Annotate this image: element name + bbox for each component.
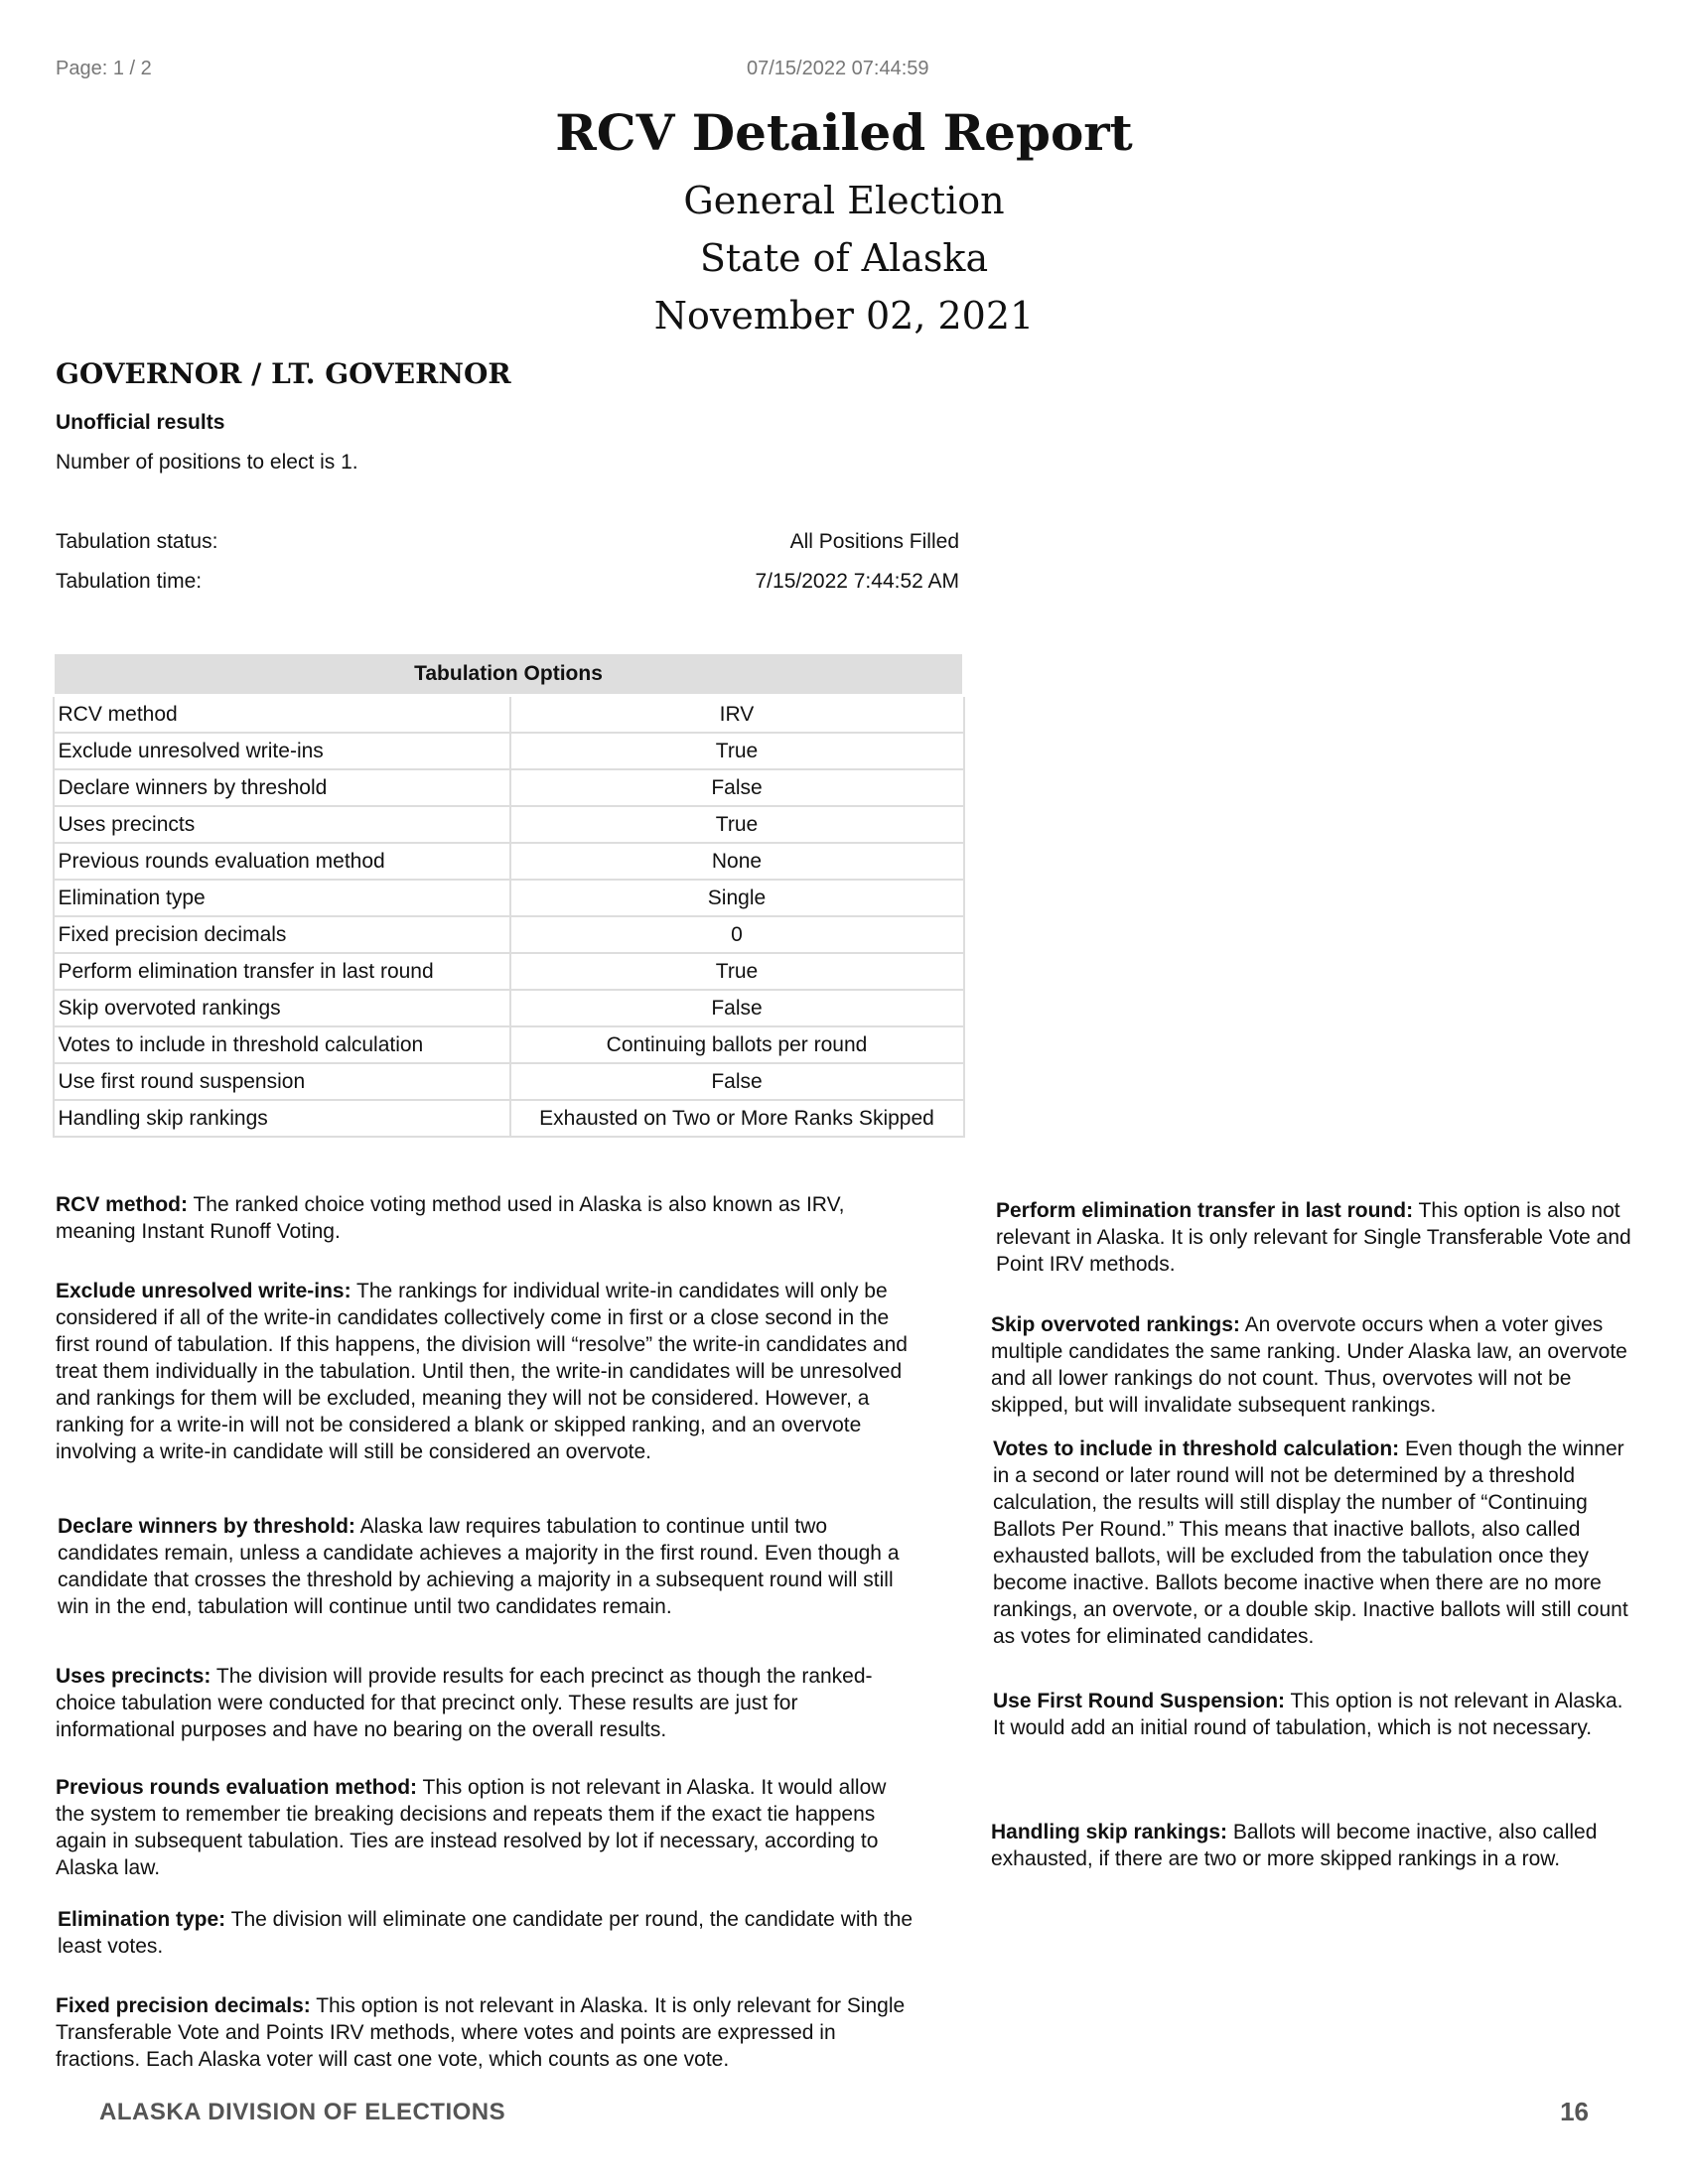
tabulation-time-label: Tabulation time: <box>56 570 203 593</box>
note-label: Votes to include in threshold calculation: <box>993 1437 1400 1460</box>
note-text: The division will eliminate one candidate per round, the candidate with the least votes. <box>58 1908 914 1958</box>
option-label: Handling skip rankings <box>54 1100 510 1137</box>
tabulation-options-table <box>52 651 965 1138</box>
note-threshold-votes <box>993 1435 1638 1650</box>
note-label: Fixed precision decimals: <box>56 1994 311 2017</box>
note-text: Even though the winner in a second or later round will not be determined by a threshold calculation, the results will still display the number of “Continuing Ballots Per Round.” This means that inactive ballots, also called exhausted ballots, will be excluded from the tabulation once they become inactive. Ballots become inactive when there are no more rankings, an overvote, or a double skip. Inactive ballots will still count as votes for eliminated candidates. <box>993 1437 1628 1648</box>
note-text: The rankings for individual write-in candidates will only be considered if all of the write-in candidates collectively come in first or a close second in the first round of tabulation. If this happens, the division will “resolve” the write-in candidates and treat them individually in the tabulation. Until then, the write-in candidates will be unresolved and rankings for them will be excluded, meaning they will not be considered. However, a ranking for a write-in will not be considered a blank or skipped ranking, and an overvote involving a write-in candidate will still be considered an overvote. <box>56 1280 908 1463</box>
note-rcv-method <box>56 1191 919 1245</box>
note-label: Handling skip rankings: <box>991 1821 1228 1843</box>
report-title: RCV Detailed Report <box>555 103 1133 162</box>
footer-page-number: 16 <box>1560 2097 1589 2126</box>
option-value: Continuing ballots per round <box>510 1026 964 1063</box>
option-label: Declare winners by threshold <box>54 769 510 806</box>
note-declare-winners <box>58 1513 921 1620</box>
note-exclude-write-ins <box>56 1278 919 1465</box>
table-row <box>54 880 964 916</box>
option-label: Skip overvoted rankings <box>54 990 510 1026</box>
option-label: Elimination type <box>54 880 510 916</box>
note-text: An overvote occurs when a voter gives multiple candidates the same ranking. Under Alaska law, an overvote and all lower rankings do not count. Thus, overvotes will not be skipped, but will invalidate subsequent rankings. <box>991 1313 1627 1417</box>
footer-organization: ALASKA DIVISION OF ELECTIONS <box>99 2099 506 2125</box>
tabulation-status-label: Tabulation status: <box>56 530 218 553</box>
table-row <box>54 843 964 880</box>
results-status: Unofficial results <box>56 411 225 434</box>
election-name: General Election <box>683 179 1005 222</box>
contest-title: GOVERNOR / LT. GOVERNOR <box>56 357 511 390</box>
jurisdiction-name: State of Alaska <box>699 236 989 280</box>
option-label: Fixed precision decimals <box>54 916 510 953</box>
report-timestamp: 07/15/2022 07:44:59 <box>747 58 929 79</box>
option-label: Votes to include in threshold calculation <box>54 1026 510 1063</box>
note-text: The ranked choice voting method used in Alaska is also known as IRV, meaning Instant Runoff Voting. <box>56 1193 845 1243</box>
option-value: 0 <box>510 916 964 953</box>
note-text: This option is not relevant in Alaska. It would add an initial round of tabulation, which is not necessary. <box>993 1690 1623 1739</box>
note-text: This option is also not relevant in Alaska. It is only relevant for Single Transferable Vote and Point IRV methods. <box>996 1199 1631 1276</box>
table-row <box>54 1100 964 1137</box>
table-row <box>54 916 964 953</box>
note-label: Uses precincts: <box>56 1665 211 1688</box>
tabulation-status-value: All Positions Filled <box>789 530 959 553</box>
note-label: RCV method: <box>56 1193 188 1216</box>
positions-to-elect: Number of positions to elect is 1. <box>56 451 358 474</box>
table-row <box>54 696 964 734</box>
option-label: Exclude unresolved write-ins <box>54 733 510 769</box>
note-fixed-precision <box>56 1992 919 2073</box>
table-row <box>54 806 964 843</box>
note-elimination-type <box>58 1906 921 1960</box>
note-previous-rounds <box>56 1774 919 1881</box>
table-row <box>54 769 964 806</box>
note-label: Previous rounds evaluation method: <box>56 1776 418 1799</box>
table-row <box>54 953 964 990</box>
note-label: Declare winners by threshold: <box>58 1515 355 1538</box>
option-label: Perform elimination transfer in last round <box>54 953 510 990</box>
note-first-round-suspension <box>993 1688 1628 1741</box>
option-value: True <box>510 953 964 990</box>
option-value: False <box>510 990 964 1026</box>
note-skip-rankings <box>991 1819 1636 1872</box>
option-value: True <box>510 806 964 843</box>
option-value: None <box>510 843 964 880</box>
note-text: Alaska law requires tabulation to continue until two candidates remain, unless a candidate achieves a majority in the first round. Even though a candidate that crosses the threshold by achieving a majority in a subsequent round will still win in the end, tabulation will continue until two candidates remain. <box>58 1515 900 1618</box>
table-row <box>54 1026 964 1063</box>
option-value: True <box>510 733 964 769</box>
note-elimination-transfer <box>996 1197 1631 1278</box>
note-label: Exclude unresolved write-ins: <box>56 1280 352 1302</box>
option-value: Exhausted on Two or More Ranks Skipped <box>510 1100 964 1137</box>
note-text: This option is not relevant in Alaska. It would allow the system to remember tie breaking decisions and repeats them if the exact tie happens again in subsequent tabulation. Ties are instead resolved by lot if necessary, according to Alaska law. <box>56 1776 887 1879</box>
note-label: Use First Round Suspension: <box>993 1690 1286 1712</box>
table-row <box>54 990 964 1026</box>
election-date: November 02, 2021 <box>653 294 1035 338</box>
page-indicator: Page: 1 / 2 <box>56 58 152 79</box>
option-value: False <box>510 1063 964 1100</box>
note-uses-precincts <box>56 1663 919 1743</box>
note-text: Ballots will become inactive, also called exhausted, if there are two or more skipped rankings in a row. <box>991 1821 1598 1870</box>
option-label: Uses precincts <box>54 806 510 843</box>
table-row <box>54 1063 964 1100</box>
option-label: Previous rounds evaluation method <box>54 843 510 880</box>
tabulation-time-value: 7/15/2022 7:44:52 AM <box>755 570 959 593</box>
note-label: Perform elimination transfer in last round: <box>996 1199 1414 1222</box>
option-label: RCV method <box>54 696 510 734</box>
note-text: The division will provide results for each precinct as though the ranked-choice tabulation were conducted for that precinct only. These results are just for informational purposes and have no bearing on the overall results. <box>56 1665 873 1741</box>
option-value: False <box>510 769 964 806</box>
note-label: Elimination type: <box>58 1908 226 1931</box>
table-row <box>54 733 964 769</box>
option-value: Single <box>510 880 964 916</box>
option-label: Use first round suspension <box>54 1063 510 1100</box>
note-text: This option is not relevant in Alaska. It is only relevant for Single Transferable Vote and Points IRV methods, where votes and points are expressed in fractions. Each Alaska voter will cast one vote, which counts as one vote. <box>56 1994 906 2071</box>
note-label: Skip overvoted rankings: <box>991 1313 1240 1336</box>
note-skip-overvoted <box>991 1311 1636 1419</box>
option-value: IRV <box>510 696 964 734</box>
tabulation-options-heading: Tabulation Options <box>54 653 964 696</box>
